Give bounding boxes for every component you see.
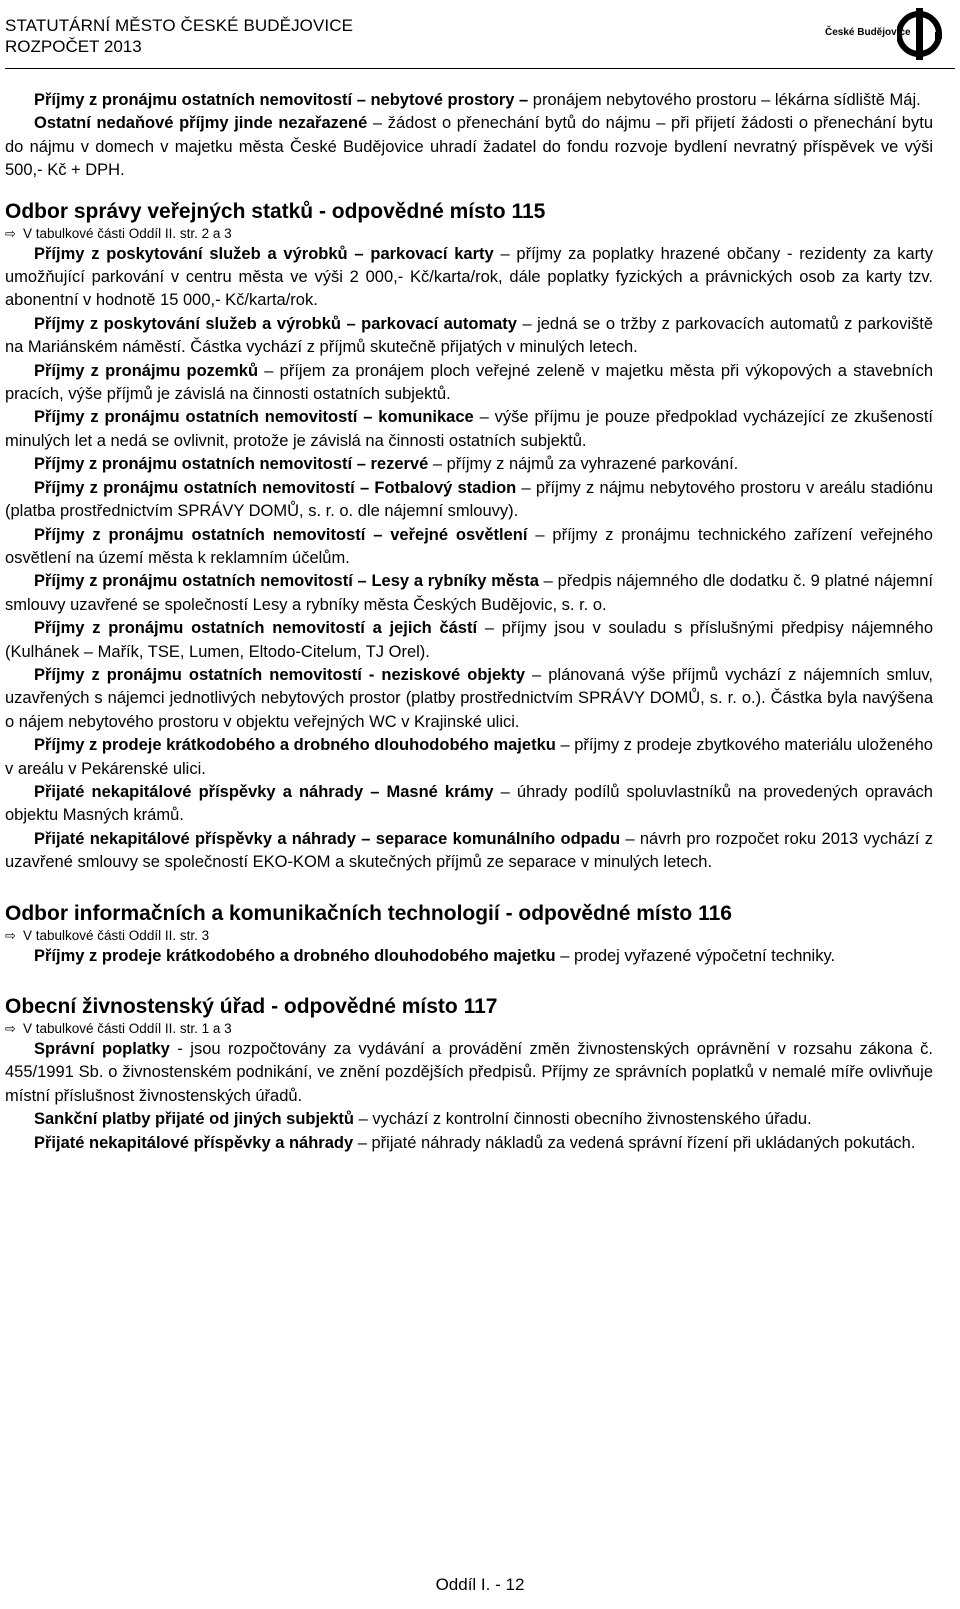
- paragraph: Příjmy z prodeje krátkodobého a drobného dlouhodobého majetku – prodej vyřazené výpočetní techniky.: [34, 946, 836, 965]
- city-logo: [825, 8, 955, 64]
- paragraph: Ostatní nedaňové příjmy jinde nezařazené – žádost o přenechání bytů do nájmu – při přijetí žádosti o přenechání bytu do nájmu v domech v majetku města České Budějovice uhradí žadatel do fondu rozvoje bydlení nevratný příspěvek ve výši 500,- Kč + DPH.: [5, 114, 933, 180]
- paragraph: Příjmy z pronájmu ostatních nemovitostí – veřejné osvětlení – příjmy z pronájmu technického zařízení veřejného osvětlení na území města k reklamním účelům.: [5, 525, 933, 567]
- paragraph: Sankční platby přijaté od jiných subjektů – vychází z kontrolní činnosti obecního živnostenského úřadu.: [34, 1110, 812, 1129]
- section-heading-116: Odbor informačních a komunikačních technologií - odpovědné místo 116: [5, 901, 732, 925]
- arrow-right-icon: ⇨: [5, 927, 16, 943]
- header-rule: [5, 68, 955, 69]
- paragraph: Příjmy z pronájmu ostatních nemovitostí – rezervé – příjmy z nájmů za vyhrazené parkování.: [34, 455, 739, 474]
- paragraph: Příjmy z pronájmu ostatních nemovitostí – Fotbalový stadion – příjmy z nájmu nebytového prostoru v areálu stadiónu (platba prostřednictvím SPRÁVY DOMŮ, s. r. o. dle nájemní smlouvy).: [5, 478, 934, 521]
- logo-mark-icon: [897, 8, 943, 60]
- page-header: [5, 12, 955, 72]
- paragraph: Příjmy z pronájmu ostatních nemovitostí – Lesy a rybníky města – předpis nájemného dle dodatku č. 9 platné nájemní smlouvy uzavřené se společností Lesy a rybníky města Českých Budějovic, s. r. o.: [5, 572, 933, 614]
- page-number: Oddíl I. - 12: [435, 1575, 525, 1594]
- paragraph: Správní poplatky - jsou rozpočtovány za vydávání a provádění změn živnostenských oprávnění v rozsahu zákona č. 455/1991 Sb. o živnostenském podnikání, ve znění pozdějších předpisů. Příjmy ze správních poplatků v nemalé míře ovlivňuje místní příslušnost živnostenských úřadů.: [5, 1040, 933, 1105]
- section-heading-115: Odbor správy veřejných statků - odpovědné místo 115: [5, 199, 546, 223]
- paragraph: Příjmy z poskytování služeb a výrobků – parkovací karty – příjmy za poplatky hrazené občany - rezidenty za karty umožňující parkování v centru města ve výši 2 000,- Kč/karta/rok, dále poplatky fyzických a právnických osob za karty tzv. abonentní v hodnotě 15 000,- Kč/karta/rok.: [5, 244, 933, 310]
- paragraph: Příjmy z poskytování služeb a výrobků – parkovací automaty – jedná se o tržby z parkovacích automatů z parkoviště na Mariánském náměstí. Částka vychází z příjmů skutečně přijatých v minulých letech.: [5, 314, 934, 357]
- document-body: [5, 89, 933, 1155]
- paragraph: Přijaté nekapitálové příspěvky a náhrady – přijaté náhrady nákladů za vedená správní řízení při ukládaných pokutách.: [34, 1133, 916, 1152]
- paragraph: Příjmy z pronájmu ostatních nemovitostí a jejich částí – příjmy jsou v souladu s příslušnými předpisy nájemného (Kulhánek – Mařík, TSE, Lumen, Eltodo-Citelum, TJ Orel).: [5, 619, 933, 661]
- table-reference: ⇨ V tabulkové části Oddíl II. str. 2 a 3: [5, 225, 232, 241]
- paragraph: Příjmy z pronájmu ostatních nemovitostí – nebytové prostory – pronájem nebytového prostoru – lékárna sídliště Máj.: [34, 91, 921, 109]
- table-reference: ⇨ V tabulkové části Oddíl II. str. 3: [5, 927, 210, 943]
- paragraph: Přijaté nekapitálové příspěvky a náhrady – Masné krámy – úhrady podílů spoluvlastníků na provedených opravách objektu Masných krámů.: [5, 782, 933, 825]
- paragraph: Příjmy z pronájmu pozemků – příjem za pronájem ploch veřejné zeleně v majetku města při výkopových a stavebních pracích, výše příjmů je závislá na činnosti ostatních subjektů.: [5, 361, 933, 404]
- arrow-right-icon: ⇨: [5, 1021, 16, 1036]
- budget-title: ROZPOČET 2013: [5, 37, 142, 56]
- organization-name: STATUTÁRNÍ MĚSTO ČESKÉ BUDĚJOVICE: [5, 16, 354, 35]
- paragraph: Příjmy z prodeje krátkodobého a drobného dlouhodobého majetku – příjmy z prodeje zbytkového materiálu uloženého v areálu v Pekárenské ulici.: [5, 736, 933, 778]
- table-reference: ⇨ V tabulkové části Oddíl II. str. 1 a 3: [5, 1021, 232, 1036]
- arrow-right-icon: ⇨: [5, 225, 16, 241]
- paragraph: Příjmy z pronájmu ostatních nemovitostí - neziskové objekty – plánovaná výše příjmů vychází z nájemních smluv, uzavřených s nájemci jednotlivých nebytových prostor (platby prostřednictvím SPRÁVY DOMŮ, s. r. o.). Částka byla navýšena o nájem nebytového prostoru v objektu veřejných WC v Krajinské ulici.: [5, 665, 933, 731]
- section-heading-117: Obecní živnostenský úřad - odpovědné místo 117: [5, 995, 498, 1018]
- paragraph: Přijaté nekapitálové příspěvky a náhrady – separace komunálního odpadu – návrh pro rozpočet roku 2013 vychází z uzavřené smlouvy se společností EKO-KOM a skutečných příjmů ze separace v minulých letech.: [5, 829, 933, 872]
- paragraph: Příjmy z pronájmu ostatních nemovitostí – komunikace – výše příjmu je pouze předpoklad vycházející ze zkušeností minulých let a nedá se ovlivnit, protože je závislá na činnosti ostatních subjektů.: [5, 408, 933, 450]
- logo-text: České Budějovice: [825, 27, 911, 38]
